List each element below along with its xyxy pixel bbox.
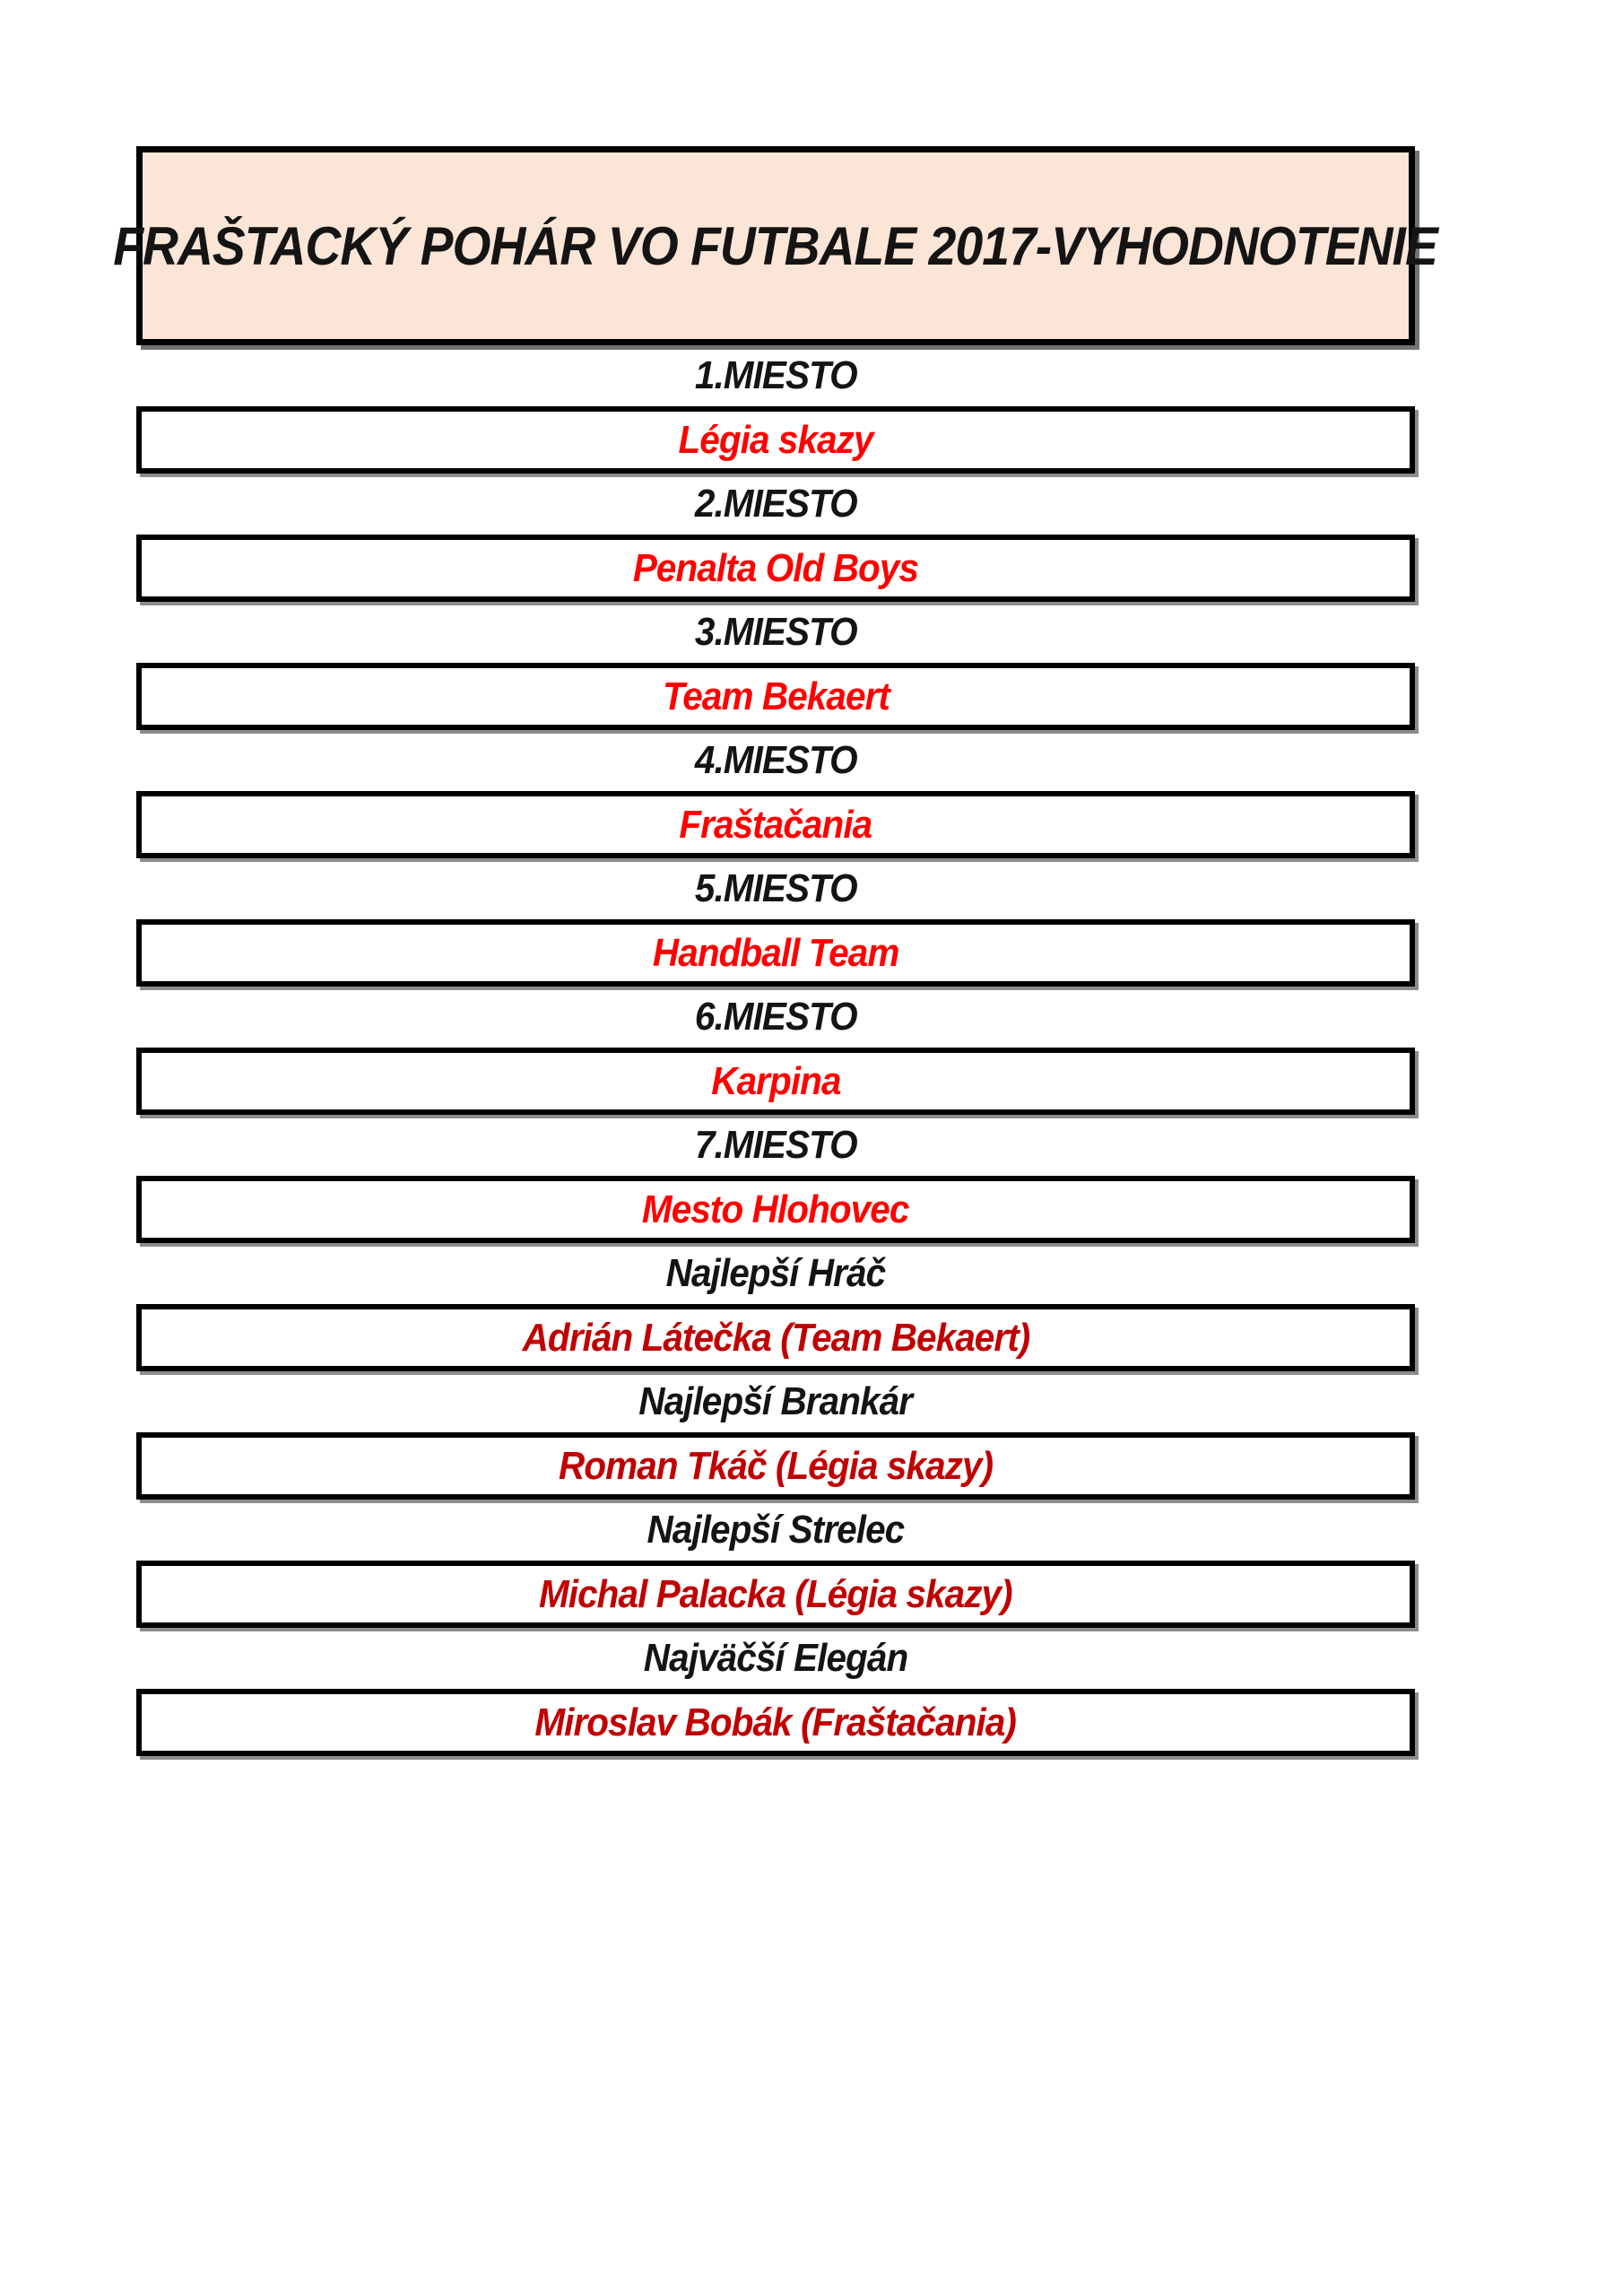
result-value: Miroslav Bobák (Fraštačania) xyxy=(534,1700,1017,1744)
result-value: Mesto Hlohovec xyxy=(642,1187,909,1231)
result-value-box xyxy=(136,406,1415,474)
result-label-text: 4.MIESTO xyxy=(694,738,857,782)
result-row xyxy=(136,1243,1415,1371)
result-row xyxy=(136,1115,1415,1243)
result-value: Adrián Látečka (Team Bekaert) xyxy=(522,1315,1029,1360)
result-value-box xyxy=(136,1304,1415,1371)
result-value-box xyxy=(136,1176,1415,1243)
title-banner xyxy=(113,146,1438,345)
result-label xyxy=(136,858,1415,919)
result-label-text: 6.MIESTO xyxy=(694,995,857,1039)
result-value-box xyxy=(136,791,1415,858)
result-row xyxy=(136,730,1415,858)
result-value: Team Bekaert xyxy=(662,674,890,718)
result-label-text: 1.MIESTO xyxy=(694,353,857,397)
result-value-box xyxy=(136,535,1415,602)
result-row xyxy=(136,1628,1415,1756)
result-label-text: 7.MIESTO xyxy=(694,1123,857,1167)
result-label xyxy=(136,1628,1415,1689)
result-label xyxy=(136,1243,1415,1304)
result-row xyxy=(136,602,1415,730)
result-value: Légia skazy xyxy=(678,417,873,462)
result-label-text: 2.MIESTO xyxy=(694,482,857,526)
result-label xyxy=(136,987,1415,1048)
page-title: FRAŠTACKÝ POHÁR VO FUTBALE 2017-VYHODNOTENIE xyxy=(113,215,1438,276)
results-column xyxy=(113,146,1438,1756)
result-row xyxy=(136,1500,1415,1628)
result-value-box xyxy=(136,1048,1415,1115)
result-value-box xyxy=(136,1432,1415,1500)
result-label-text: 3.MIESTO xyxy=(694,610,857,654)
result-label-text: Najlepší Hráč xyxy=(665,1251,886,1295)
result-label xyxy=(136,730,1415,791)
result-value: Karpina xyxy=(710,1058,841,1103)
result-value: Penalta Old Boys xyxy=(632,545,919,590)
result-value: Michal Palacka (Légia skazy) xyxy=(539,1571,1012,1616)
result-label xyxy=(136,1115,1415,1176)
result-value: Handball Team xyxy=(652,930,899,975)
result-row xyxy=(136,1371,1415,1500)
result-label xyxy=(136,345,1415,406)
result-label-text: Najlepší Brankár xyxy=(638,1379,913,1423)
result-row xyxy=(136,345,1415,474)
result-label xyxy=(136,474,1415,535)
result-row xyxy=(136,858,1415,987)
result-row xyxy=(136,987,1415,1115)
result-value-box xyxy=(136,1561,1415,1628)
result-value-box xyxy=(136,1689,1415,1756)
result-label-text: Najväčší Elegán xyxy=(643,1636,908,1680)
result-label xyxy=(136,1371,1415,1432)
result-label xyxy=(136,602,1415,663)
result-value: Roman Tkáč (Légia skazy) xyxy=(558,1443,994,1488)
result-label xyxy=(136,1500,1415,1561)
result-value-box xyxy=(136,663,1415,730)
result-row xyxy=(136,474,1415,602)
result-label-text: Najlepší Strelec xyxy=(647,1508,905,1552)
result-label-text: 5.MIESTO xyxy=(694,866,857,910)
result-value: Fraštačania xyxy=(679,802,872,847)
result-value-box xyxy=(136,919,1415,987)
